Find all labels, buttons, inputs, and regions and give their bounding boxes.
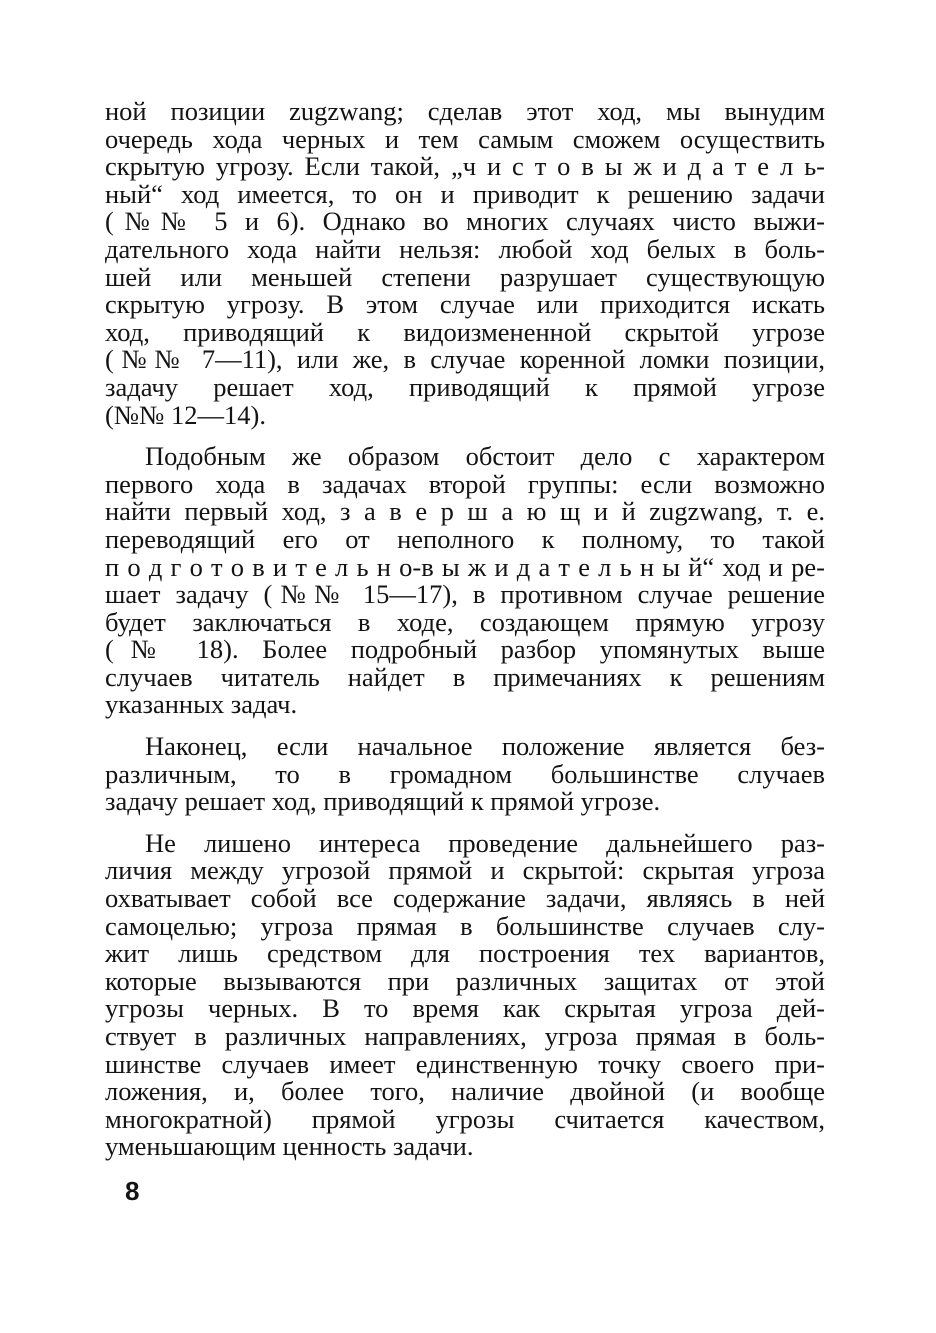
text-line: угрозы черных. В то время как скрытая угроза дей-	[105, 993, 825, 1024]
text-line: шей или меньшей степени разрушает существующую	[105, 261, 825, 292]
text-line: жит лишь средством для построения тех вариантов,	[105, 938, 825, 969]
text-line: ствует в различных направлениях, угроза прямая в боль-	[105, 1021, 825, 1051]
paragraph	[105, 827, 825, 1162]
text-line: очередь хода черных и тем самым сможем осуществить	[105, 123, 825, 154]
text-line: (№№ 12—14).	[105, 399, 266, 430]
text-line: скрытую угрозу. В этом случае или приходится искать	[105, 289, 825, 320]
text-line: переводящий его от неполного к полному, то такой	[105, 523, 825, 554]
paragraph	[105, 98, 825, 429]
text-line: Наконец, если начальное положение является без-	[145, 731, 825, 762]
text-line: ход, приводящий к видоизмененной скрытой угрозе	[105, 316, 825, 347]
text-line: уменьшающим ценность задачи.	[105, 1131, 474, 1162]
page-number: 8	[125, 1176, 140, 1206]
text-line: задачу решает ход, приводящий к прямой угрозе	[105, 371, 825, 402]
text-line: задачу решает ход, приводящий к прямой угрозе.	[105, 786, 661, 817]
text-line: шает задачу (№№ 15—17), в противном случае решение	[105, 579, 825, 610]
text-line: охватывает собой все содержание задачи, являясь в ней	[105, 883, 825, 914]
text-line: первого хода в задачах второй группы: если возможно	[105, 468, 825, 499]
text-line: (№№ 7—11), или же, в случае коренной ломки позиции,	[105, 344, 825, 375]
text-line: случаев читатель найдет в примечаниях к решениям	[105, 661, 825, 692]
paragraph	[105, 443, 825, 719]
text-line: самоцелью; угроза прямая в большинстве случаев слу-	[105, 910, 825, 941]
text-line: дательного хода найти нельзя: любой ход белых в боль-	[105, 233, 825, 264]
text-line: различным, то в громадном большинстве случаев	[105, 758, 825, 789]
text-line: Не лишено интереса проведение дальнейшего раз-	[145, 827, 825, 858]
text-line: ложения, и, более того, наличие двойной (и вообще	[105, 1076, 825, 1107]
text-line: шинстве случаев имеет единственную точку своего при-	[105, 1048, 825, 1079]
text-line: личия между угрозой прямой и скрытой: скрытая угроза	[105, 855, 825, 886]
text-line: которые вызываются при различных защитах от этой	[105, 965, 825, 996]
body-text	[105, 98, 825, 1161]
text-line: (№№ 5 и 6). Однако во многих случаях чисто выжи-	[105, 206, 825, 237]
text-line: п о д г о т о в и т е л ь н о-в ы ж и д а т е л ь н ы й“ ход и ре-	[105, 551, 825, 582]
text-line: ной позиции zugzwang; сделав этот ход, мы вынудим	[105, 96, 825, 126]
text-line: многократной) прямой угрозы считается качеством,	[105, 1103, 825, 1134]
text-line: указанных задач.	[105, 689, 298, 720]
text-line: скрытую угрозу. Если такой, „ч и с т о в ы ж и д а т е л ь-	[105, 151, 825, 182]
text-line: ный“ ход имеется, то он и приводит к решению задачи	[105, 178, 825, 209]
text-line: найти первый ход, з а в е р ш а ю щ и й zugzwang, т. е.	[105, 496, 825, 527]
text-line: (№ 18). Более подробный разбор упомянутых выше	[105, 634, 825, 665]
text-line: Подобным же образом обстоит дело с характером	[145, 441, 825, 472]
text-line: будет заключаться в ходе, создающем прямую угрозу	[105, 606, 825, 637]
paragraph	[105, 733, 825, 816]
